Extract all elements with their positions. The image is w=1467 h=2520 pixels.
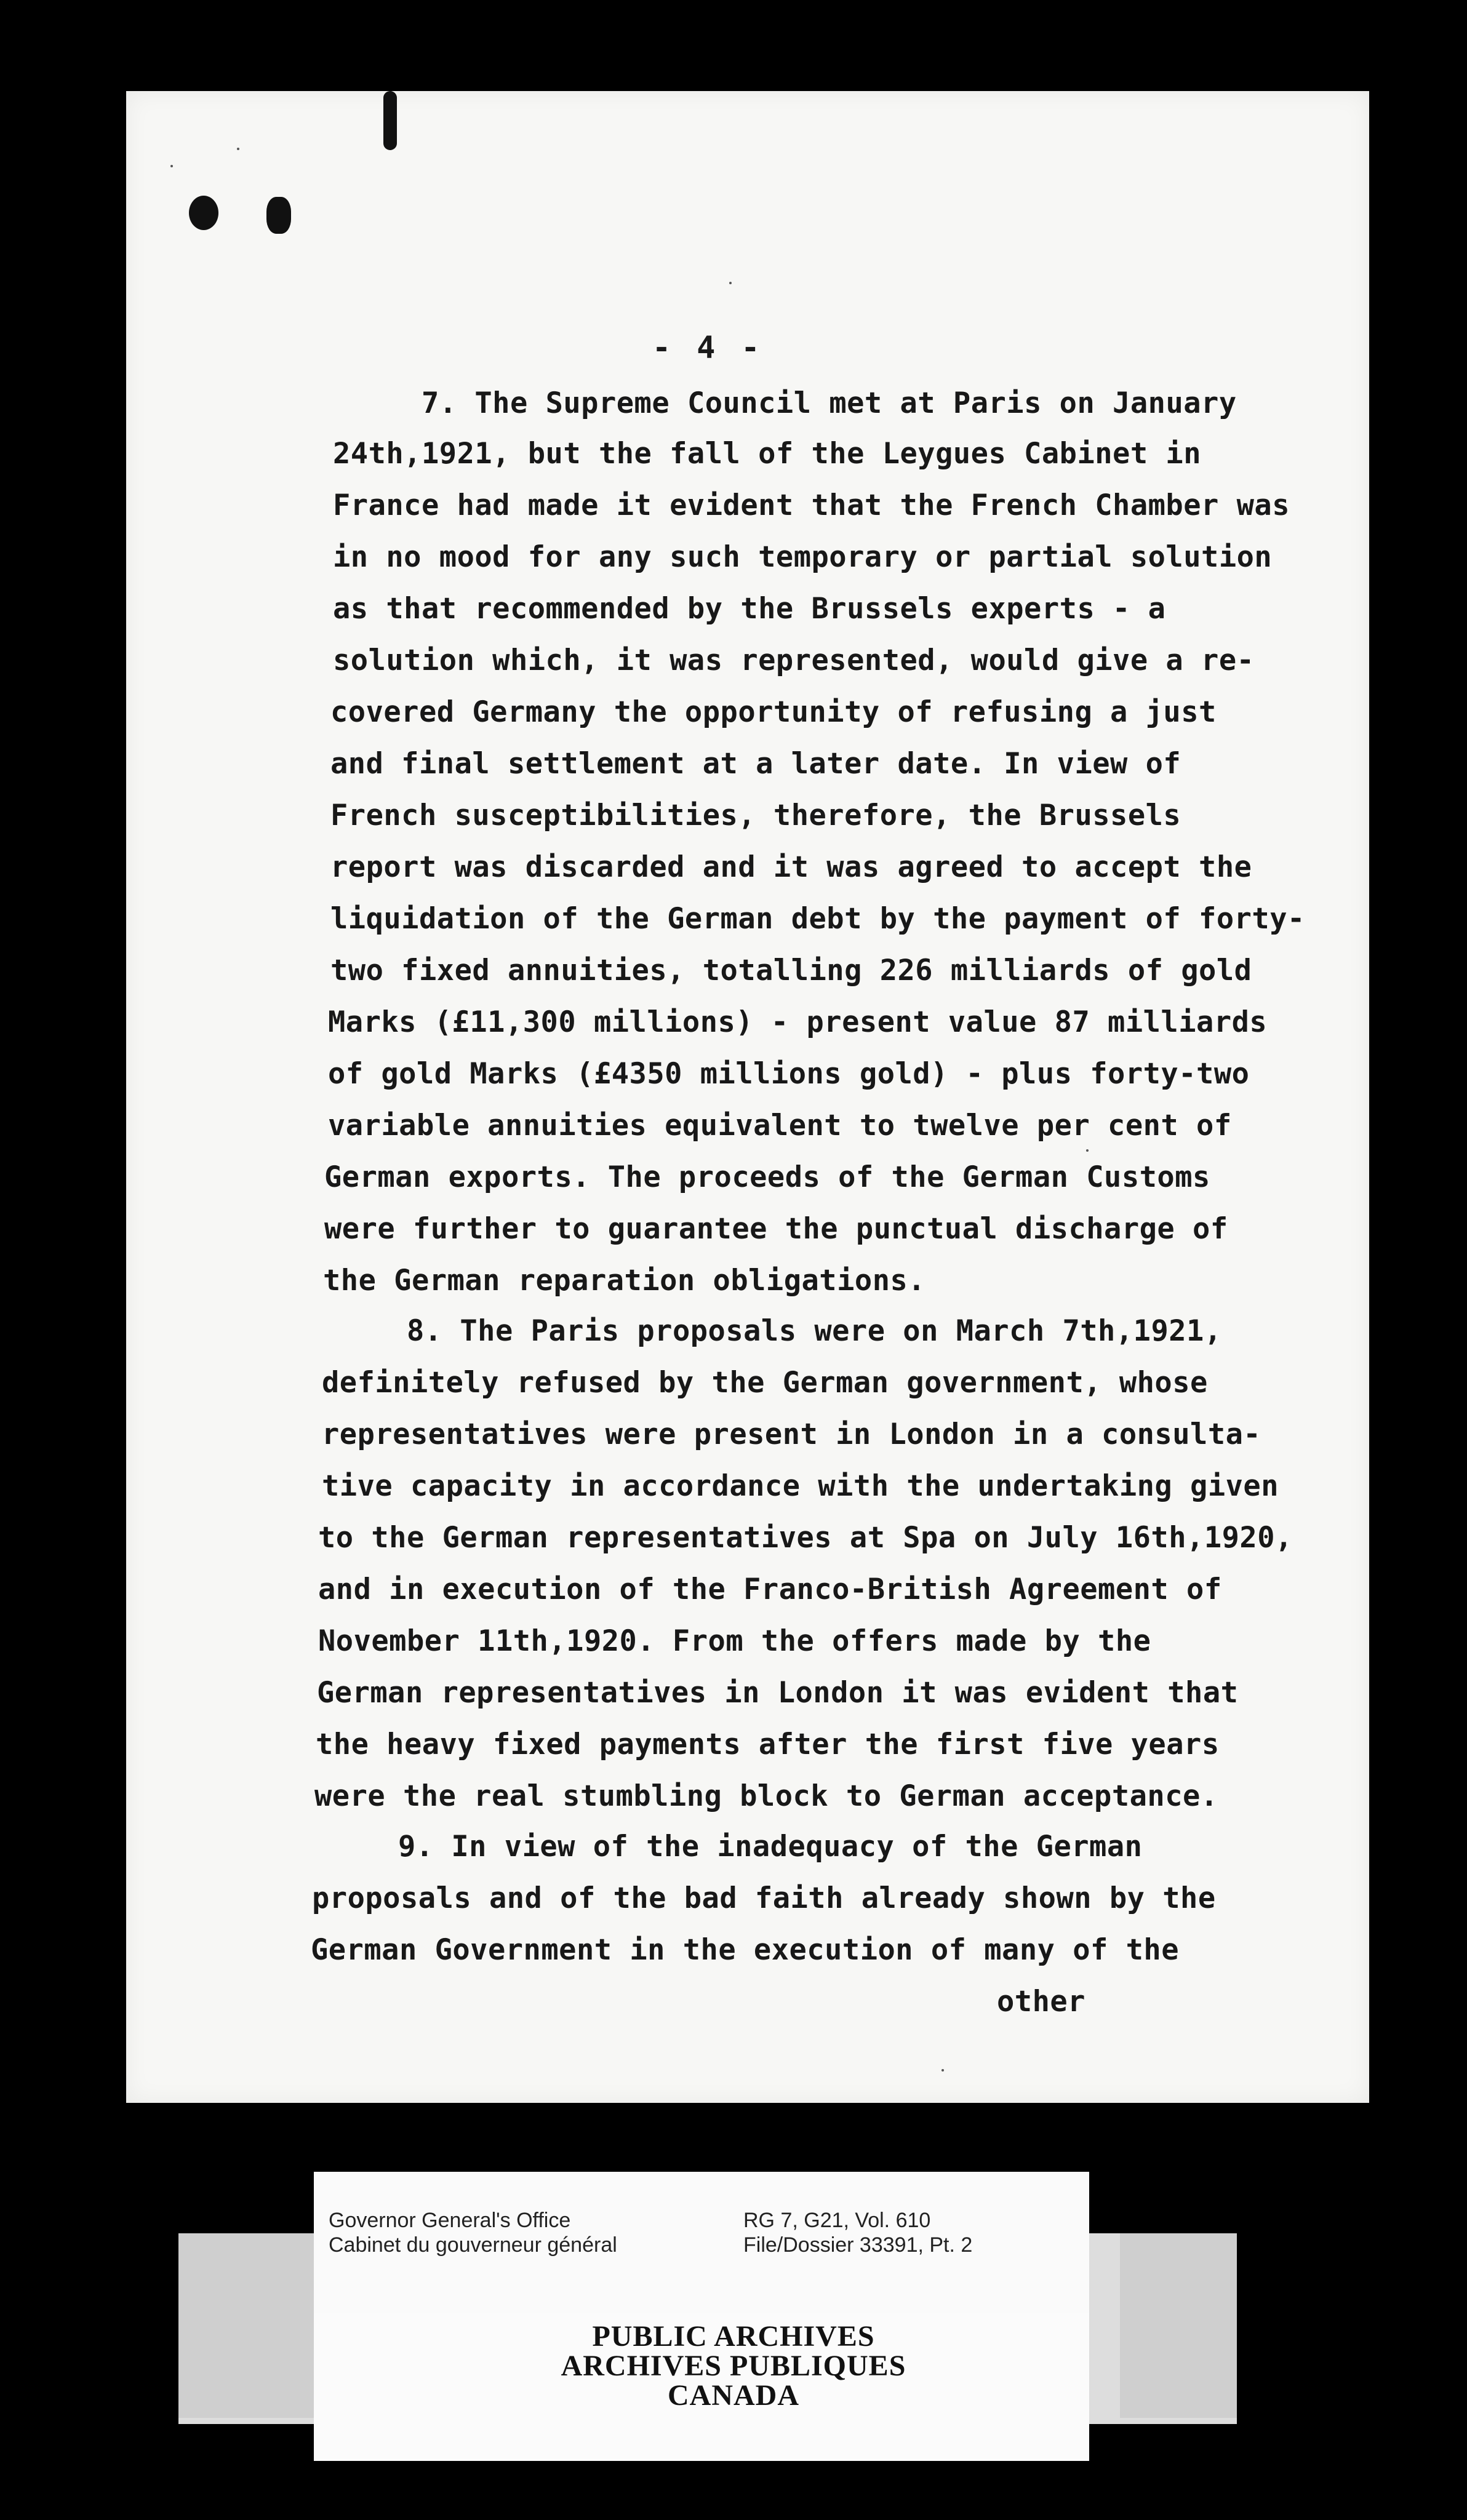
text-line: in no mood for any such temporary or partial solution xyxy=(333,540,1273,574)
text-line: Marks (£11,300 millions) - present value 87 milliards xyxy=(328,1005,1268,1039)
text-line: German representatives in London it was evident that xyxy=(317,1676,1239,1710)
text-line: German exports. The proceeds of the German Customs xyxy=(324,1160,1210,1194)
text-line: 7. The Supreme Council met at Paris on January xyxy=(422,386,1237,420)
archive-stamp-line-1: PUBLIC ARCHIVES xyxy=(592,2320,875,2353)
text-line: and in execution of the Franco-British Agreement of xyxy=(318,1573,1222,1606)
text-line: definitely refused by the German government, whose xyxy=(322,1366,1208,1400)
speck xyxy=(170,165,173,167)
file-reference: File/Dossier 33391, Pt. 2 xyxy=(743,2233,973,2257)
text-line: the heavy fixed payments after the first five years xyxy=(316,1728,1220,1761)
text-line: November 11th,1920. From the offers made by the xyxy=(318,1624,1151,1658)
text-line: representatives were present in London in a consulta- xyxy=(322,1418,1261,1451)
text-line: were the real stumbling block to German acceptance. xyxy=(314,1779,1218,1813)
document-page xyxy=(126,91,1369,2103)
text-line: 24th,1921, but the fall of the Leygues Cabinet in xyxy=(333,437,1202,471)
text-line: liquidation of the German debt by the payment of forty- xyxy=(330,902,1305,936)
text-line: report was discarded and it was agreed to accept the xyxy=(330,850,1252,884)
speck xyxy=(729,282,732,284)
speck xyxy=(1086,1149,1089,1152)
text-line: 8. The Paris proposals were on March 7th,1921, xyxy=(407,1314,1222,1348)
text-line: as that recommended by the Brussels experts - a xyxy=(333,592,1166,626)
text-line: and final settlement at a later date. In view of xyxy=(330,747,1181,781)
text-line: the German reparation obligations. xyxy=(323,1264,926,1298)
text-line: tive capacity in accordance with the undertaking given xyxy=(322,1469,1279,1503)
text-line: of gold Marks (£4350 millions gold) - plus forty-two xyxy=(328,1057,1250,1091)
speck xyxy=(237,148,239,150)
text-line: proposals and of the bad faith already shown by the xyxy=(312,1881,1216,1915)
staple-mark xyxy=(383,91,397,150)
office-name-en: Governor General's Office xyxy=(329,2209,571,2232)
text-line: 9. In view of the inadequacy of the German xyxy=(398,1830,1143,1864)
text-line: were further to guarantee the punctual discharge of xyxy=(324,1212,1228,1246)
office-name-fr: Cabinet du gouverneur général xyxy=(329,2233,617,2257)
archive-stamp-line-3: CANADA xyxy=(668,2379,799,2412)
text-line: German Government in the execution of many of the xyxy=(311,1933,1180,1967)
text-line: French susceptibilities, therefore, the Brussels xyxy=(330,799,1181,832)
punch-hole xyxy=(189,196,218,230)
text-line: to the German representatives at Spa on July 16th,1920, xyxy=(318,1521,1293,1555)
speck xyxy=(941,2069,944,2071)
text-line: other xyxy=(997,1985,1085,2019)
text-line: France had made it evident that the French Chamber was xyxy=(333,488,1290,522)
text-line: variable annuities equivalent to twelve per cent of xyxy=(328,1109,1232,1142)
page-number: - 4 - xyxy=(652,330,764,365)
archive-stamp-line-2: ARCHIVES PUBLIQUES xyxy=(561,2350,906,2382)
text-line: two fixed annuities, totalling 226 milliards of gold xyxy=(330,954,1252,987)
text-line: covered Germany the opportunity of refusing a just xyxy=(330,695,1217,729)
punch-hole xyxy=(266,197,291,234)
record-group-reference: RG 7, G21, Vol. 610 xyxy=(743,2209,931,2232)
text-line: solution which, it was represented, would give a re- xyxy=(333,644,1255,677)
